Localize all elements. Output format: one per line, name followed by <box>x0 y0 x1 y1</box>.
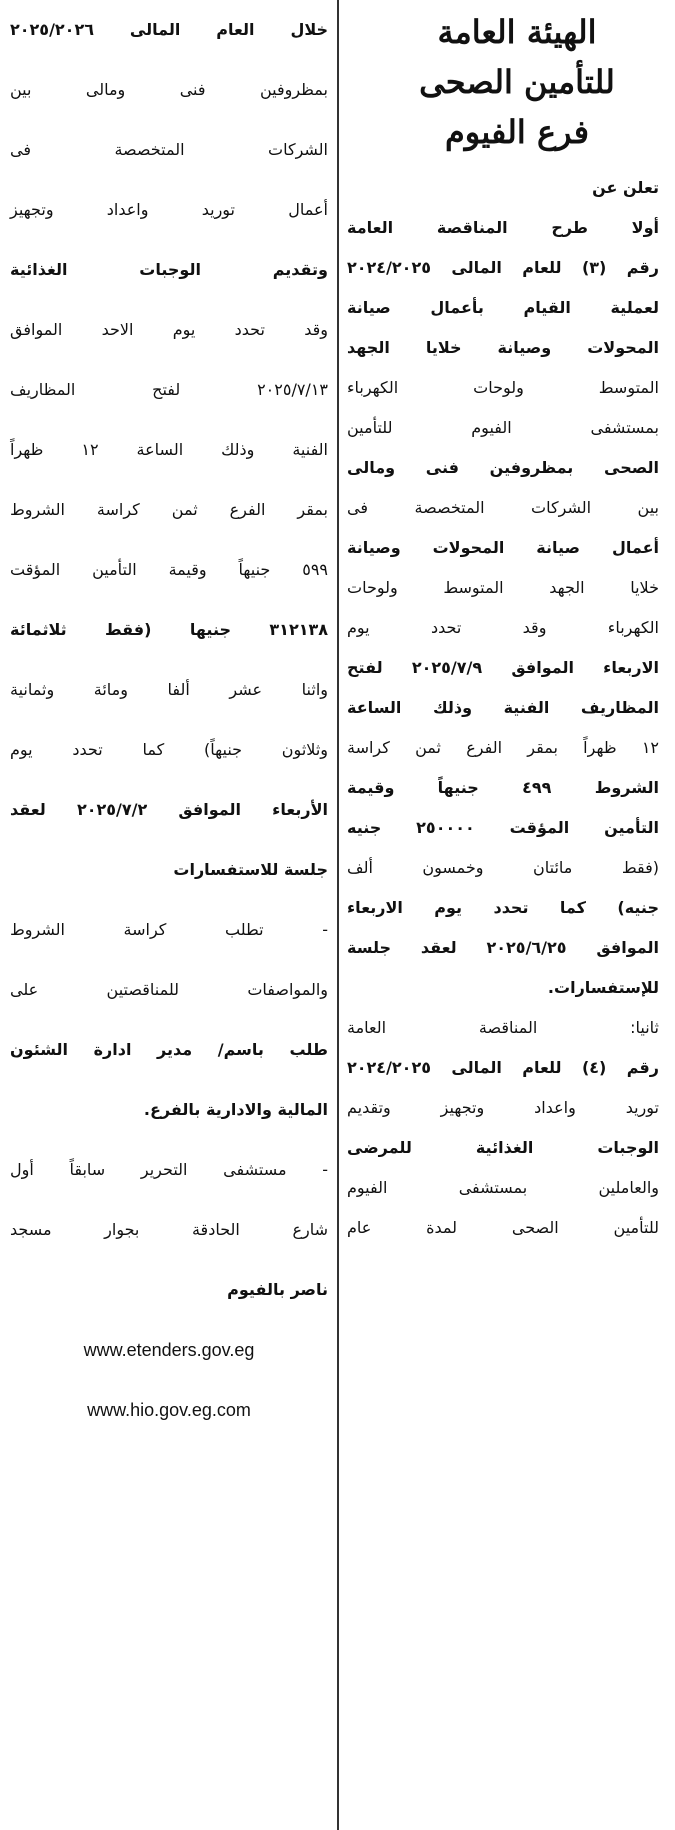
left-line: المالية والادارية بالفرع. <box>143 1100 328 1119</box>
left-line: خلال العام المالى ٢٠٢٥/٢٠٢٦ <box>10 20 328 39</box>
left-line: - مستشفى التحرير سابقاً أول <box>10 1160 328 1179</box>
right-line: بمستشفى الفيوم للتأمين <box>347 418 659 437</box>
left-line: ٥٩٩ جنيهاً وقيمة التأمين المؤقت <box>10 560 328 579</box>
left-line: - تطلب كراسة الشروط <box>10 920 328 939</box>
right-line: بين الشركات المتخصصة فى <box>347 498 659 517</box>
right-line: أعمال صيانة المحولات وصيانة <box>347 538 659 557</box>
left-line: بمظروفين فنى ومالى بين <box>10 80 328 99</box>
left-line: الفنية وذلك الساعة ١٢ ظهراً <box>10 440 328 459</box>
right-line: ثانيا: المناقصة العامة <box>347 1018 659 1037</box>
left-line: ٢٠٢٥/٧/١٣ لفتح المظاريف <box>10 380 328 399</box>
left-line: جلسة للاستفسارات <box>173 860 328 879</box>
right-line: ١٢ ظهراً بمقر الفرع ثمن كراسة <box>347 738 659 757</box>
left-line: طلب باسم/ مدير ادارة الشئون <box>10 1040 328 1059</box>
right-line: لعملية القيام بأعمال صيانة <box>347 298 659 317</box>
right-line: التأمين المؤقت ٢٥٠٠٠٠ جنيه <box>347 818 659 837</box>
right-line: الموافق ٢٠٢٥/٦/٢٥ لعقد جلسة <box>347 938 660 957</box>
right-line: توريد واعداد وتجهيز وتقديم <box>347 1098 659 1117</box>
left-line: بمقر الفرع ثمن كراسة الشروط <box>10 500 328 519</box>
left-line: الأربعاء الموافق ٢٠٢٥/٧/٢ لعقد <box>10 800 328 819</box>
right-line: رقم (٣) للعام المالى ٢٠٢٤/٢٠٢٥ <box>347 258 659 277</box>
etenders-url[interactable]: www.etenders.gov.eg <box>83 1340 255 1360</box>
left-line: ٣١٢١٣٨ جنيها (فقط ثلاثمائة <box>10 620 328 639</box>
right-line: تعلن عن <box>592 178 659 197</box>
left-line: وقد تحدد يوم الاحد الموافق <box>10 320 328 339</box>
right-line: المتوسط ولوحات الكهرباء <box>347 378 659 397</box>
title-line-1: الهيئة العامة <box>437 13 597 51</box>
left-line: أعمال توريد واعداد وتجهيز <box>10 200 328 219</box>
right-line: المحولات وصيانة خلايا الجهد <box>347 338 659 357</box>
title-line-2: للتأمين الصحى <box>419 63 615 101</box>
right-line: خلايا الجهد المتوسط ولوحات <box>347 578 659 597</box>
hio-url[interactable]: www.hio.gov.eg.com <box>87 1400 251 1420</box>
left-line: وثلاثون جنيهاً) كما تحدد يوم <box>10 740 328 759</box>
title-line-3: فرع الفيوم <box>444 113 589 151</box>
right-line: المظاريف الفنية وذلك الساعة <box>347 698 659 717</box>
right-line: (فقط مائتان وخمسون ألف <box>347 858 659 877</box>
right-line: والعاملين بمستشفى الفيوم <box>347 1178 659 1197</box>
column-divider <box>337 0 339 1830</box>
left-line: وتقديم الوجبات الغذائية <box>10 260 328 279</box>
left-line: ناصر بالفيوم <box>227 1280 328 1299</box>
right-line: الشروط ٤٩٩ جنيهاً وقيمة <box>347 778 659 797</box>
right-line: جنيه) كما تحدد يوم الاربعاء <box>347 898 659 917</box>
right-line: أولا طرح المناقصة العامة <box>347 218 659 237</box>
right-line: للإستفسارات. <box>547 978 659 997</box>
right-line: الوجبات الغذائية للمرضى <box>347 1138 659 1157</box>
left-line: واثنا عشر ألفا ومائة وثمانية <box>10 680 328 699</box>
right-line: الكهرباء وقد تحدد يوم <box>347 618 659 637</box>
right-line: للتأمين الصحى لمدة عام <box>347 1218 659 1237</box>
right-line: الصحى بمظروفين فنى ومالى <box>347 458 659 477</box>
left-line: والمواصفات للمناقصتين على <box>10 980 328 999</box>
right-line: الاربعاء الموافق ٢٠٢٥/٧/٩ لفتح <box>347 658 660 677</box>
right-line: رقم (٤) للعام المالى ٢٠٢٤/٢٠٢٥ <box>347 1058 659 1077</box>
left-line: شارع الحادقة بجوار مسجد <box>10 1220 328 1239</box>
left-line: الشركات المتخصصة فى <box>10 140 328 159</box>
